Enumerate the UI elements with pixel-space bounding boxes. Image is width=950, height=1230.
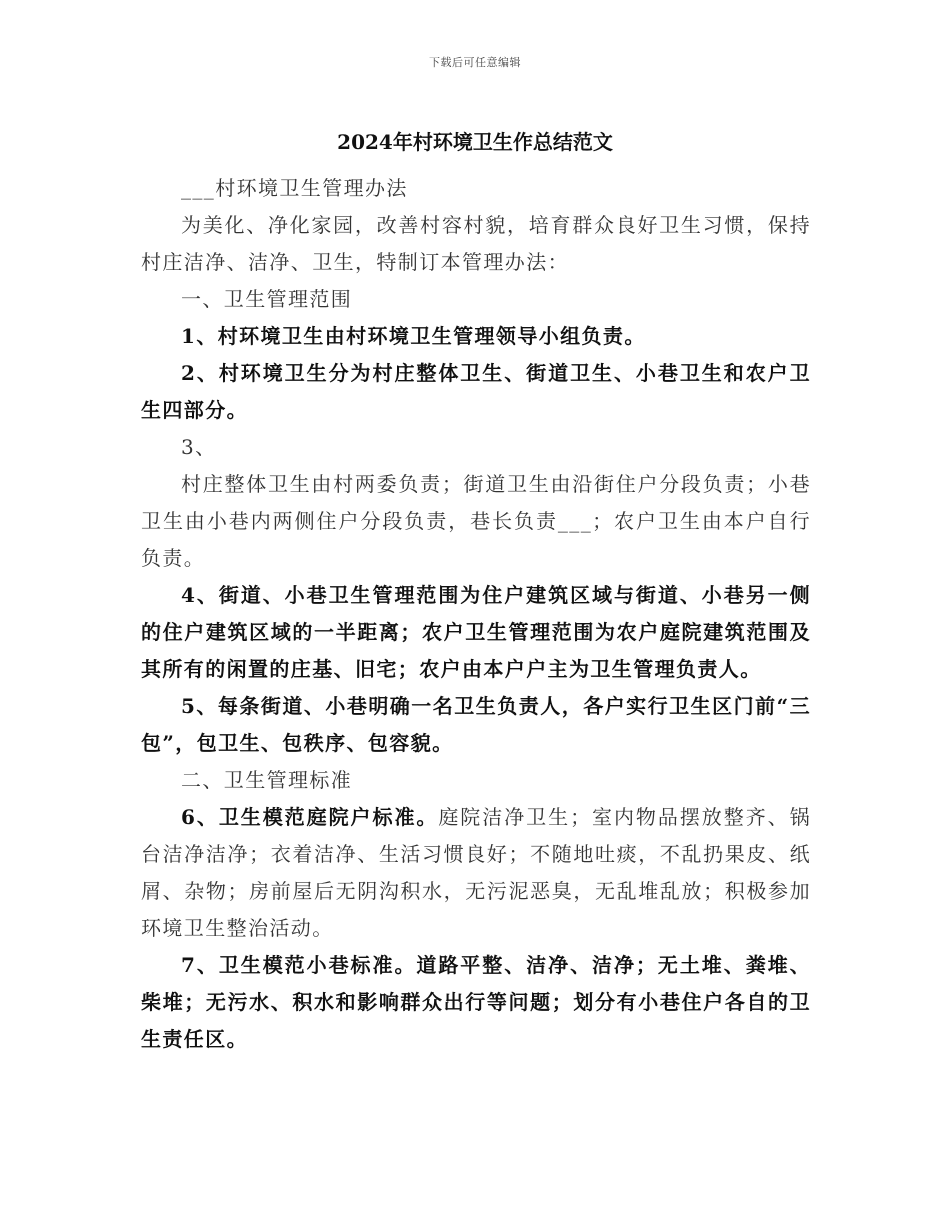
- paragraph-item-2: 2、村环境卫生分为村庄整体卫生、街道卫生、小巷卫生和农户卫生四部分。: [141, 361, 811, 422]
- section-heading-standards: 二、卫生管理标准: [181, 768, 353, 792]
- document-title: 2024年村环境卫生作总结范文: [337, 130, 613, 154]
- paragraph-item-7: 7、卫生模范小巷标准。道路平整、洁净、洁净；无土堆、粪堆、柴堆；无污水、积水和影响群众出行等问题；划分有小巷住户各自的卫生责任区。: [141, 953, 811, 1051]
- item-6-lead: 6、卫生模范庭院户标准。: [181, 805, 439, 829]
- paragraph-item-1: 1、村环境卫生由村环境卫生管理领导小组负责。: [181, 324, 646, 348]
- paragraph-item-3-number: 3、: [181, 435, 217, 459]
- item-6-rest: 庭院洁净卫生；室内物品摆放整齐、锅台洁净洁净；衣着洁净、生活习惯良好；不随地吐痰，不乱扔果皮、纸屑、杂物；房前屋后无阴沟积水，无污泥恶臭，无乱堆乱放；积极参加环境卫生整治活动。: [141, 805, 811, 940]
- paragraph-item-5: 5、每条街道、小巷明确一名卫生负责人，各户实行卫生区门前“三包”，包卫生、包秩序、包容貌。: [141, 694, 811, 755]
- header-note: 下载后可任意编辑: [429, 56, 521, 69]
- document-body: [141, 170, 811, 1058]
- paragraph-item-6: [141, 799, 811, 947]
- section-heading-scope: 一、卫生管理范围: [181, 287, 353, 311]
- paragraph-item-4: 4、街道、小巷卫生管理范围为住户建筑区域与街道、小巷另一侧的住户建筑区域的一半距离；农户卫生管理范围为农户庭院建筑范围及其所有的闲置的庄基、旧宅；农户由本户户主为卫生管理负责人。: [141, 583, 811, 681]
- paragraph-subtitle: ___村环境卫生管理办法: [181, 176, 408, 200]
- paragraph-intro: 为美化、净化家园，改善村容村貌，培育群众良好卫生习惯，保持村庄洁净、洁净、卫生，特制订本管理办法：: [141, 213, 811, 274]
- paragraph-item-3-body: 村庄整体卫生由村两委负责；街道卫生由沿街住户分段负责；小巷卫生由小巷内两侧住户分段负责，巷长负责___；农户卫生由本户自行负责。: [141, 472, 811, 570]
